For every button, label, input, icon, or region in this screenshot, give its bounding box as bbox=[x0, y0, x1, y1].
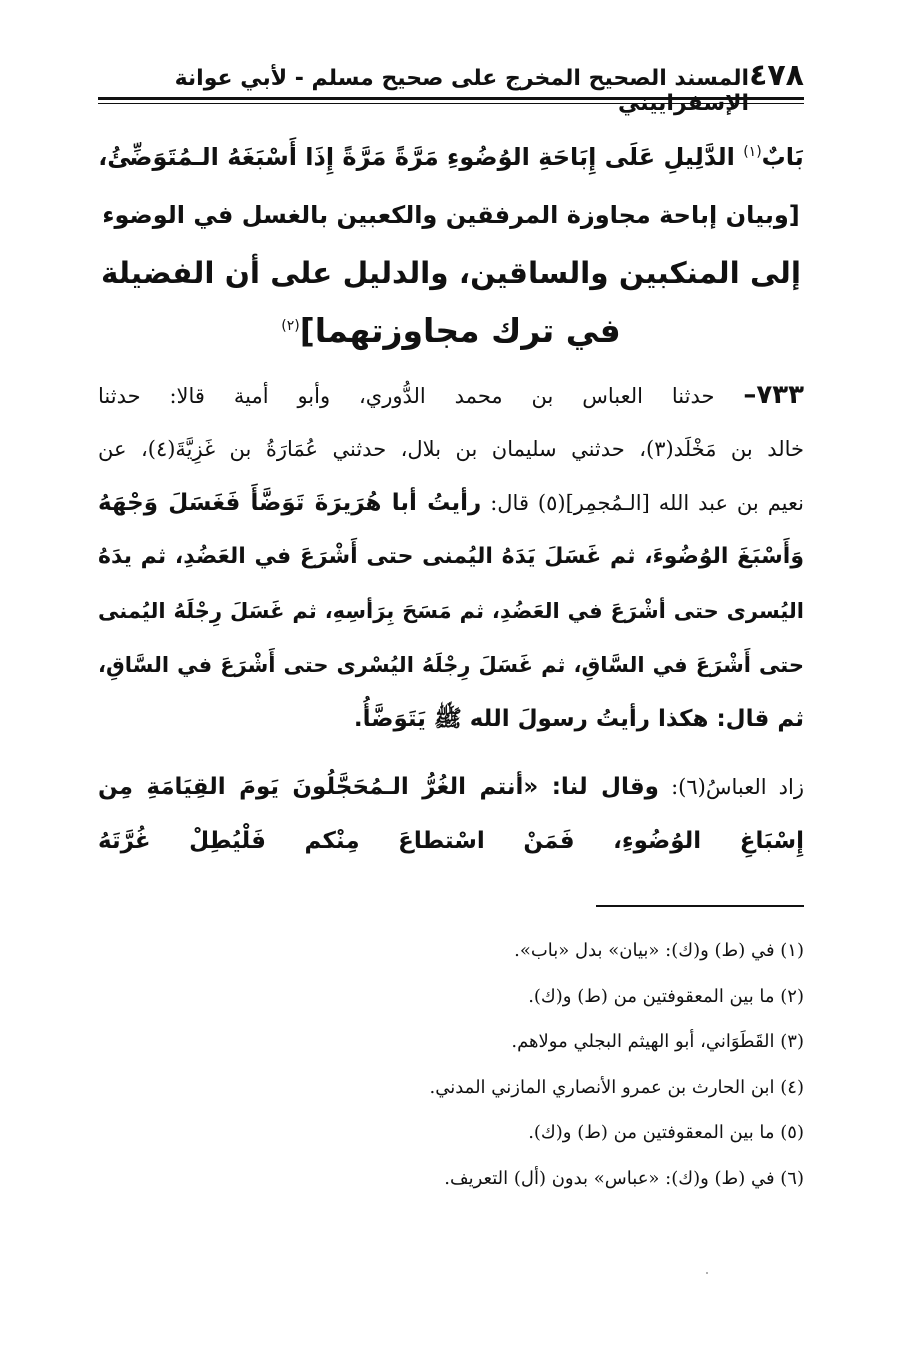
footnote-marker-1[interactable]: (١) bbox=[743, 144, 762, 160]
footnote-separator bbox=[596, 905, 804, 907]
footnotes bbox=[98, 928, 804, 1201]
hadith-number: ٧٣٣– bbox=[743, 380, 804, 410]
chapter-title-line-1: بَابٌ$^{(١)}$ الدَّلِيلِ عَلَى إِبَاحَةِ الوُضُوءِ مَرَّةً مَرَّةً إِذَا أَسْبَغَهُ الـمُتَوَضِّئُ، bbox=[98, 143, 804, 171]
chapter-title-line-2: [وبيان إباحة مجاوزة المرفقين والكعبين بالغسل في الوضوء bbox=[102, 201, 800, 229]
header-rule bbox=[98, 97, 804, 100]
hadith-matn: رأيتُ أبا هُرَيرَةَ تَوَضَّأَ فَغَسَلَ وَجْهَهُ bbox=[98, 490, 482, 516]
footnote-2: (٢) ما بين المعقوفتين من (ط) و(ك). bbox=[528, 985, 804, 1007]
footnote-4: (٤) ابن الحارث بن عمرو الأنصاري المازني المدني. bbox=[429, 1076, 804, 1098]
running-header bbox=[98, 58, 804, 116]
chapter-title-line-4: في ترك مجاوزتهما]$^{(٢)}$ bbox=[281, 311, 621, 350]
hadith-paragraph-733: ٧٣٣– حدثنا العباس بن محمد الدُّوري، وأبو أمية قالا: حدثنا خالد بن مَخْلَد(٣)، حدثني سليمان بن بلال، حدثني عُمَارَةُ بن غَزِيَّةَ(٤)، عن نعيم بن عبد الله [الـمُجمِر](٥) قال: رأيتُ أبا هُرَيرَةَ تَوَضَّأَ فَغَسَلَ وَجْهَهُ وَأَسْبَغَ الوُضُوءَ، ثم غَسَلَ يَدَهُ اليُمنى حتى أَشْرَعَ في العَضُدِ، ثم يدَهُ اليُسرى حتى أشْرَعَ في العَضُدِ، ثم مَسَحَ بِرَأسِهِ، ثم غَسَلَ رِجْلَهُ اليُمنى حتى أَشْرَعَ في السَّاقِ، ثم غَسَلَ رِجْلَهُ اليُسْرى حتى أَشْرَعَ في السَّاقِ، ثم قال: هكذا رأيتُ رسولَ الله ﷺ يَتَوَضَّأُ. bbox=[98, 380, 804, 732]
footnote-6: (٦) في (ط) و(ك): «عباس» بدون (أل) التعريف. bbox=[444, 1167, 804, 1189]
footnote-1: (١) في (ط) و(ك): «بيان» بدل «باب». bbox=[514, 940, 804, 961]
chapter-title-line-3: إلى المنكبين والساقين، والدليل على أن الفضيلة bbox=[101, 256, 801, 290]
footnote-5: (٥) ما بين المعقوفتين من (ط) و(ك). bbox=[528, 1122, 804, 1143]
footnote-3: (٣) القَطَوَاني، أبو الهيثم البجلي مولاهم. bbox=[511, 1031, 804, 1052]
chapter-title bbox=[98, 128, 804, 360]
page-number: ٤٧٨ bbox=[749, 58, 804, 93]
running-title: المسند الصحيح المخرج على صحيح مسلم - لأبي عوانة الإسفراييني bbox=[174, 66, 750, 116]
addition-paragraph: زاد العباسُ(٦): وقال لنا: «أنتم الغُرُّ الـمُحَجَّلُونَ يَومَ القِيَامَةِ مِن إِسْبَاغِ الوُضُوءِ، فَمَنْ اسْتطاعَ مِنْكم فَلْيُطِلْ غُرَّتَهُ bbox=[98, 774, 804, 854]
footnote-marker-2[interactable]: (٢) bbox=[281, 318, 300, 334]
scan-speck bbox=[706, 1272, 708, 1274]
hadith-body bbox=[98, 368, 804, 868]
